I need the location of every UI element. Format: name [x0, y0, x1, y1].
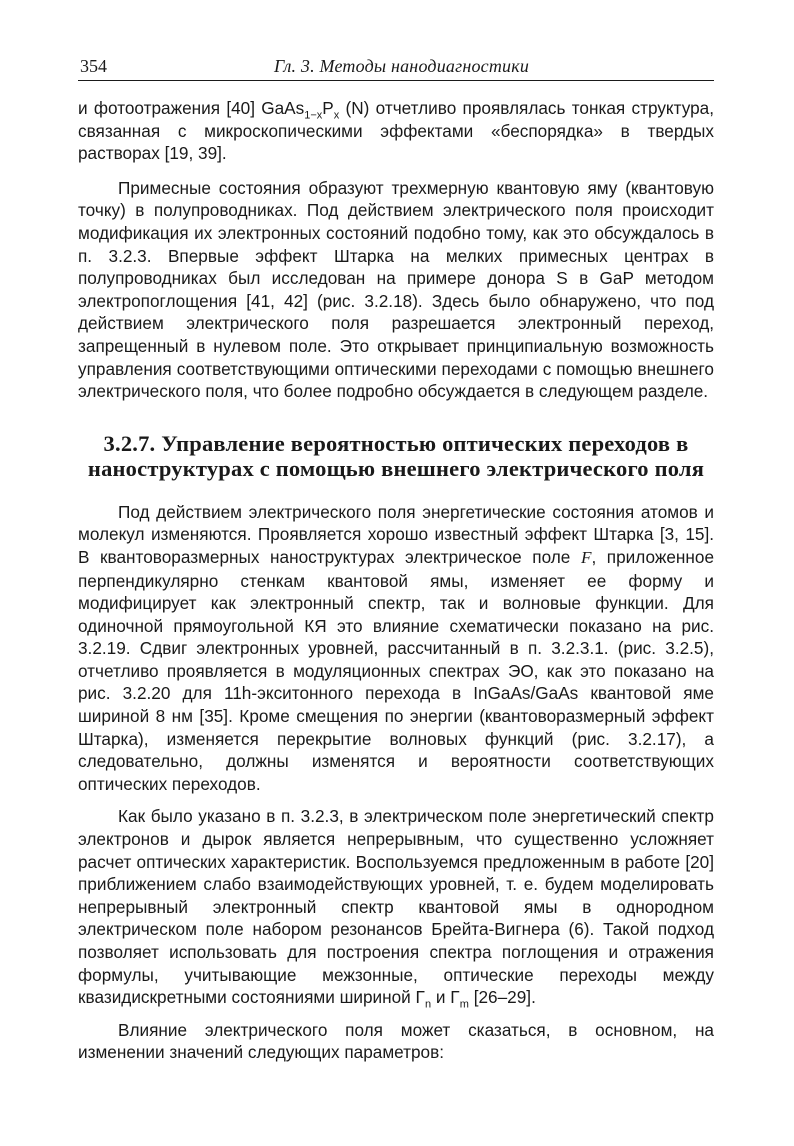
running-head	[78, 52, 714, 81]
section-number: 3.2.7.	[103, 430, 156, 456]
section-heading	[78, 431, 714, 481]
section-title: Управление вероятностью оптических переходов в наноструктурах с помощью внешнего электрического поля	[87, 430, 705, 481]
paragraph-1: и фотоотражения [40] $GaAs_{1-x}P_x$ (N) отчетливо проявлялась тонкая структура, связанная с микроскопическими эффектами «беспорядка» в твердых растворах [19, 39].	[78, 98, 714, 164]
paragraph-3: Под действием электрического поля энергетические состояния атомов и молекул изменяются. Проявляется хорошо известный эффект Штарка [3, 15]. В квантоворазмерных наноструктурах электрическое поле F, приложенное перпендикулярно стенкам квантовой ямы, изменяет ее форму и модифицирует как электронный спектр, так и волновые функции. Для одиночной прямоугольной КЯ это влияние схематически показано на рис. 3.2.19. Сдвиг электронных уровней, рассчитанный в п. 3.2.3.1. (рис. 3.2.5), отчетливо проявляется в модуляционных спектрах ЭО, как это показано на рис. 3.2.20 для 11h-экситонного перехода в InGaAs/GaAs квантовой яме шириной 8 нм [35]. Кроме смещения по энергии (квантоворазмерный эффект Штарка), изменяется перекрытие волновых функций (рис. 3.2.17), а следовательно, должны изменятся и вероятности соответствующих оптических переходов.	[78, 501, 715, 794]
chapter-title: Гл. 3. Методы нанодиагностики	[274, 56, 530, 76]
page-number: 354	[80, 56, 107, 76]
paragraph-5: Влияние электрического поля может сказаться, в основном, на изменении значений следующих параметров:	[78, 1019, 714, 1063]
paragraph-2: Примесные состояния образуют трехмерную квантовую яму (квантовую точку) в полупроводниках. Под действием электрического поля происходит модификация их электронных состояний подобно тому, как это обсуждалось в п. 3.2.3. Впервые эффект Штарка на мелких примесных центрах в полупроводниках был исследован на примере донора S в GaP методом электропоглощения [41, 42] (рис. 3.2.18). Здесь было обнаружено, что под действием электрического поля разрешается электронный переход, запрещенный в нулевом поле. Это открывает принципиальную возможность управления соответствующими оптическими переходами с помощью внешнего электрического поля, что более подробно обсуждается в следующем разделе.	[78, 177, 714, 402]
paragraph-4: Как было указано в п. 3.2.3, в электрическом поле энергетический спектр электронов и дырок является непрерывным, что существенно усложняет расчет оптических характеристик. Воспользуемся предложенным в работе [20] приближением слабо взаимодействующих уровней, т. е. будем моделировать непрерывный электронный спектр квантовой ямы в однородном электрическом поле набором резонансов Брейта-Вигнера (6). Такой подход позволяет использовать для построения спектра поглощения и отражения формулы, учитывающие межзонные, оптические переходы между квазидискретными состояниями шириной $\Gamma_n$ и $\Gamma_m$ [26–29].	[78, 806, 714, 1011]
book-page	[78, 52, 714, 1064]
